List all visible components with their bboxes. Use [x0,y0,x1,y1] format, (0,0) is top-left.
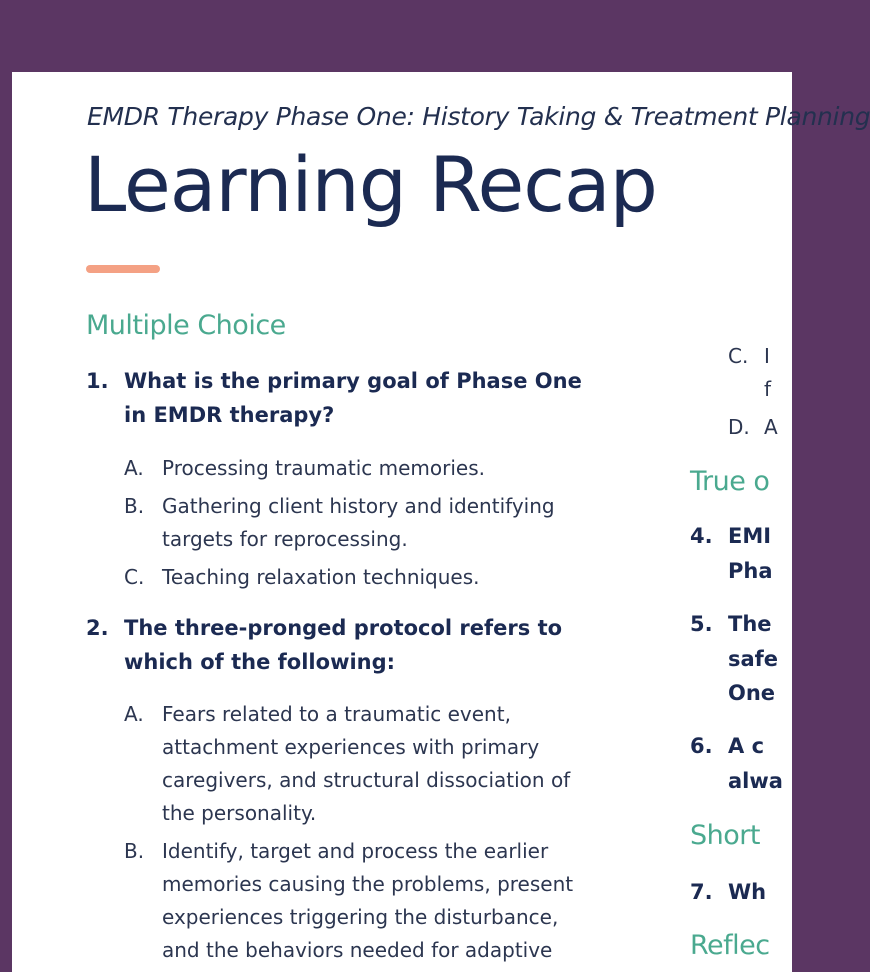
option-text: Processing traumatic memories. [162,456,486,480]
question-4 [690,524,771,548]
question-text: The three-pronged protocol refers to which of the following: [124,616,563,674]
question-number: 7. [690,880,713,904]
question-number: 6. [690,734,713,758]
question-text: EMI [728,524,772,548]
option-letter: A. [124,456,144,480]
q3-option-d-letter: D. [728,415,750,439]
question-6 [690,734,764,758]
q3-option-c-text-line2: f [764,377,772,401]
option-text: Teaching relaxation techniques. [162,565,480,589]
document-subtitle: EMDR Therapy Phase One: History Taking & Treatment Planning [87,102,870,131]
question-number: 5. [690,612,713,636]
question-text: Wh [728,880,767,904]
section-heading-true-false: True o [690,466,770,497]
section-heading-multiple-choice: Multiple Choice [86,310,286,341]
question-number: 1. [86,369,109,393]
question-1 [86,364,604,432]
section-heading-reflection: Reflec [690,930,770,961]
question-text: The [728,612,772,636]
option-text: Fears related to a traumatic event, attachment experiences with primary caregivers, and structural dissociation of the personality. [162,702,571,825]
question-6-line2: alwa [728,769,783,793]
option-text: Identify, target and process the earlier memories causing the problems, present experiences triggering the disturbance, and the behaviors needed for adaptive [162,839,574,962]
q2-option-b [124,835,592,967]
option-letter: B. [124,839,145,863]
question-text: A c [728,734,765,758]
section-heading-short-answer: Short [690,820,760,851]
title-accent-bar [86,265,160,273]
option-letter: B. [124,494,145,518]
question-5 [690,612,772,636]
question-text: What is the primary goal of Phase One in EMDR therapy? [124,369,582,427]
question-2 [86,611,604,679]
q1-option-a [124,452,592,485]
q3-option-c-letter: C. [728,344,749,368]
question-5-line3: One [728,681,776,705]
option-text: Gathering client history and identifying targets for reprocessing. [162,494,555,551]
question-5-line2: safe [728,647,779,671]
question-number: 2. [86,616,109,640]
q2-option-a [124,698,592,830]
q3-option-d-text: A [764,415,778,439]
option-letter: C. [124,565,145,589]
option-letter: A. [124,702,144,726]
document-page [12,72,870,972]
q1-option-b [124,490,592,556]
question-number: 4. [690,524,713,548]
page-title: Learning Recap [84,140,657,229]
question-7 [690,880,766,904]
question-4-line2: Pha [728,559,773,583]
q1-option-c [124,561,592,594]
q3-option-c-text: I [764,344,770,368]
